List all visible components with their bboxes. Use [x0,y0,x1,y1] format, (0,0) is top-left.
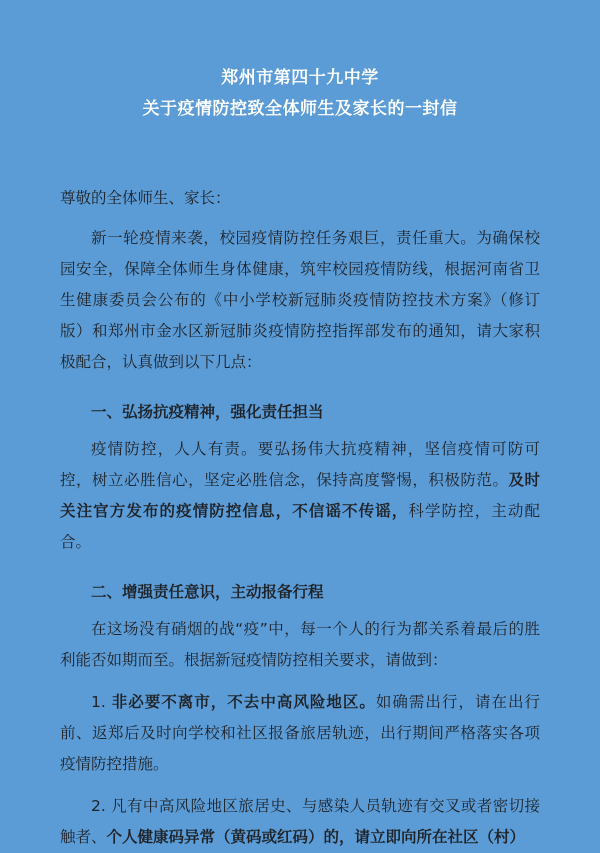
section1-tail-text: 科学防控，主动配合。 [60,502,540,551]
letter-body [60,183,540,853]
section2-item2 [60,791,540,853]
intro-paragraph: 新一轮疫情来袭，校园疫情防控任务艰巨，责任重大。为确保校园安全，保障全体师生身体健康，筑牢校园疫情防线，根据河南省卫生健康委员会公布的《中小学校新冠肺炎疫情防控技术方案》（修订版）和郑州市金水区新冠肺炎疫情防控指挥部发布的通知，请大家积极配合，认真做到以下几点： [60,229,540,371]
section2-item1 [60,687,540,780]
section1-bold-text: 及时关注官方发布的疫情防控信息，不信谣不传谣， [60,471,540,520]
item2-bold-text: 个人健康码异常（黄码或红码）的，请立即向所在社区（村） [106,828,526,846]
item1-text: 如确需出行，请在出行前、返郑后及时向学校和社区报备旅居轨迹，出行期间严格落实各项疫情防控措施。 [60,693,540,773]
item1-bold-text: 非必要不离市，不去中高风险地区。 [111,693,376,711]
item2-text: 2. 凡有中高风险地区旅居史、与感染人员轨迹有交叉或者密切接触者、 [60,797,540,846]
letter-title-block [60,0,540,125]
letter-subject-title: 关于疫情防控致全体师生及家长的一封信 [142,99,458,119]
salutation: 尊敬的全体师生、家长： [60,189,231,207]
item1-number: 1. [91,693,112,711]
section1-heading: 一、弘扬抗疫精神，强化责任担当 [91,403,324,421]
section1-text: 疫情防控，人人有责。要弘扬伟大抗疫精神，坚信疫情可防可控，树立必胜信心，坚定必胜信念，保持高度警惕，积极防范。 [60,440,540,489]
section2-heading: 二、增强责任意识，主动报备行程 [91,583,324,601]
section1-paragraph [60,434,540,558]
section2-intro-paragraph: 在这场没有硝烟的战“疫”中，每一个人的行为都关系着最后的胜利能否如期而至。根据新冠疫情防控相关要求，请做到： [60,620,540,669]
school-name-title: 郑州市第四十九中学 [221,68,379,88]
